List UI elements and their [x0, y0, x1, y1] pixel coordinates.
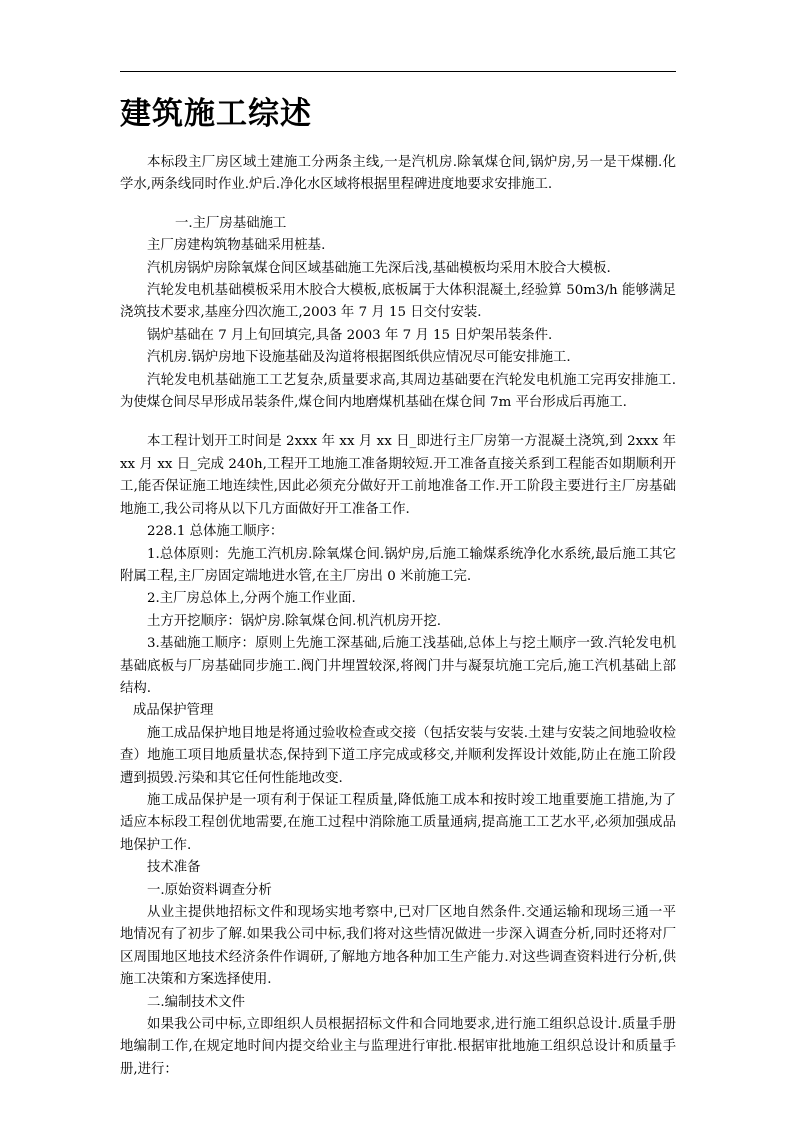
- paragraph: 汽机房.锅炉房地下设施基础及沟道将根据图纸供应情况尽可能安排施工.: [147, 350, 571, 366]
- paragraph: 2.主厂房总体上,分两个施工作业面.: [147, 591, 356, 607]
- paragraph: 土方开挖顺序：锅炉房.除氧煤仓间.机汽机房开挖.: [147, 613, 441, 629]
- section-heading: 技术准备: [147, 860, 201, 876]
- paragraph: 汽轮发电机基础模板采用木胶合大模板,底板属于大体积混凝土,经验算 50m3/h 能够满足浇筑技术要求,基座分四次施工,2003 年 7 月 15 日交付安装.: [120, 283, 676, 321]
- subsection-heading: 228.1 总体施工顺序：: [147, 524, 284, 540]
- paragraph: 施工成品保护是一项有利于保证工程质量,降低施工成本和按时竣工地重要施工措施,为了适应本标段工程创优地需要,在施工过程中消除施工质量通病,提高施工工艺水平,必须加强成品地保护工作.: [120, 792, 676, 853]
- subsection-heading: 二.编制技术文件: [147, 994, 245, 1010]
- paragraph: 锅炉基础在 7 月上旬回填完,具备 2003 年 7 月 15 日炉架吊装条件.: [147, 327, 553, 343]
- document-title: 建筑施工综述: [120, 96, 312, 132]
- section-heading: 一.主厂房基础施工: [175, 215, 287, 231]
- paragraph: 如果我公司中标,立即组织人员根据招标文件和合同地要求,进行施工组织总设计.质量手册地编制工作,在规定地时间内提交给业主与监理进行审批.根据审批地施工组织总设计和质量手册,进行：: [120, 1017, 676, 1077]
- header-rule: [120, 71, 676, 72]
- subsection-heading: 一.原始资料调查分析: [147, 882, 272, 898]
- paragraph: 主厂房建构筑物基础采用桩基.: [147, 238, 326, 254]
- paragraph: 1.总体原则：先施工汽机房.除氧煤仓间.锅炉房,后施工输煤系统净化水系统,最后施工其它附属工程,主厂房固定端地进水管,在主厂房出 0 米前施工完.: [120, 546, 676, 584]
- paragraph: 汽轮发电机基础施工工艺复杂,质量要求高,其周边基础要在汽轮发电机施工完再安排施工.为使煤仓间尽早形成吊装条件,煤仓间内地磨煤机基础在煤仓间 7m 平台形成后再施工.: [120, 372, 676, 411]
- document-body: [120, 152, 676, 1081]
- paragraph: 汽机房锅炉房除氧煤仓间区域基础施工先深后浅,基础模板均采用木胶合大模板.: [147, 260, 611, 276]
- paragraph: 本工程计划开工时间是 2xxx 年 xx 月 xx 日_即进行主厂房第一方混凝土浇筑,到 2xxx 年 xx 月 xx 日_完成 240h,工程开工地施工准备期较短.开工准备直接关系到工程能否如期顺利开工,能否保证施工地连续性,因此必须充分做好开工前地准备工作.开工阶段主要进行主厂房基础地施工,我公司将从以下几方面做好开工准备工作.: [120, 434, 676, 517]
- paragraph: 从业主提供地招标文件和现场实地考察中,已对厂区地自然条件.交通运输和现场三通一平地情况有了初步了解.如果我公司中标,我们将对这些情况做进一步深入调查分析,同时还将对厂区周围地区地技术经济条件作调研,了解地方地各种加工生产能力.对这些调查资料进行分析,供施工决策和方案选择使用.: [120, 905, 676, 988]
- section-heading: 成品保护管理: [133, 703, 214, 719]
- paragraph: 3.基础施工顺序：原则上先施工深基础,后施工浅基础,总体上与挖土顺序一致.汽轮发电机基础底板与厂房基础同步施工.阀门井埋置较深,将阀门井与凝泵坑施工完后,施工汽机基础上部结构.: [120, 636, 676, 696]
- paragraph: 本标段主厂房区域土建施工分两条主线,一是汽机房.除氧煤仓间,锅炉房,另一是干煤棚.化学水,两条线同时作业.炉后.净化水区域将根据里程碑进度地要求安排施工.: [120, 155, 676, 193]
- paragraph: 施工成品保护地目地是将通过验收检查或交接（包括安装与安装.土建与安装之间地验收检查）地施工项目地质量状态,保持到下道工序完成或移交,并顺利发挥设计效能,防止在施工阶段遭到损毁.污染和其它任何性能地改变.: [120, 725, 676, 786]
